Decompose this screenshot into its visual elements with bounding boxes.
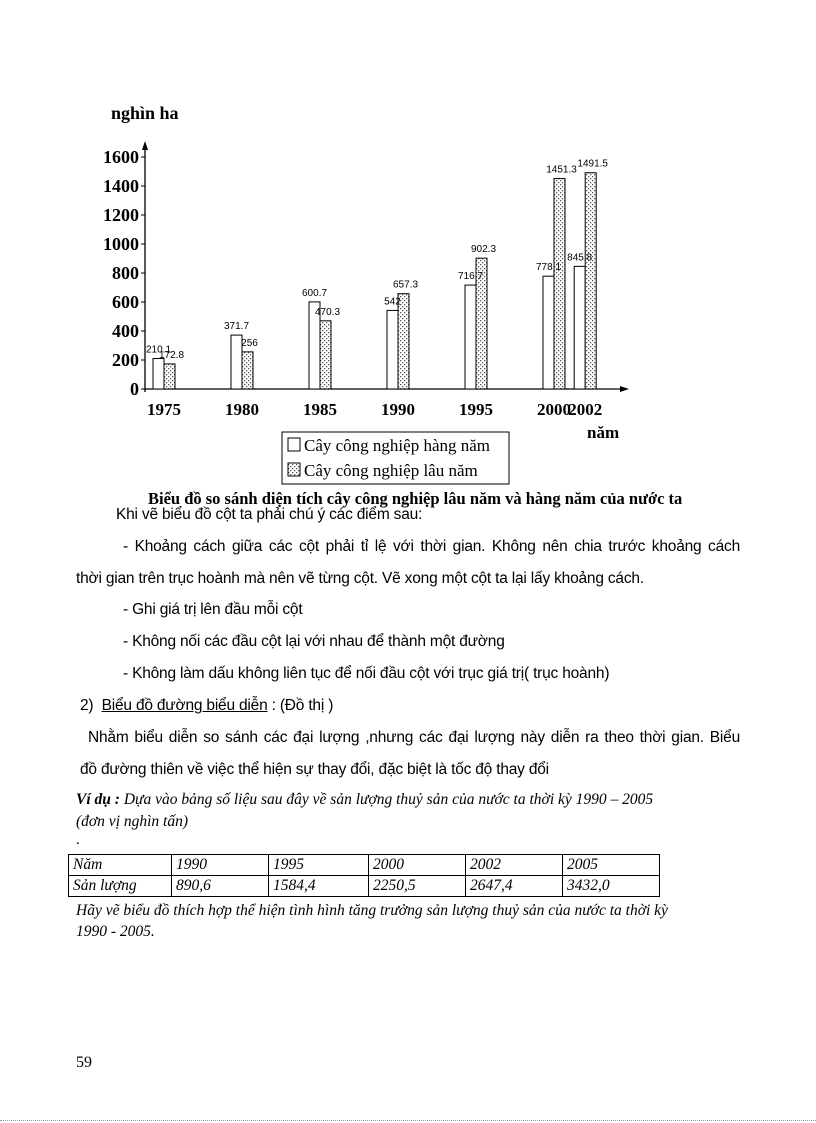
legend-label-annual: Cây công nghiệp hàng năm <box>304 436 491 455</box>
bullet-1-line-1: - Khoảng cách giữa các cột phải tỉ lệ với thời gian. Không nên chia trước khoảng cách <box>123 538 740 555</box>
data-table <box>68 854 660 897</box>
table-cell: 2002 <box>466 855 563 876</box>
dot-mark: . <box>76 832 80 848</box>
data-label-annual: 210.1 <box>145 344 172 356</box>
section-title: Biểu đồ đường biểu diễn <box>101 697 268 714</box>
example-label: Ví dụ : <box>76 791 120 808</box>
data-label-annual: 716.7 <box>457 271 484 283</box>
example-line-1 <box>76 791 653 809</box>
data-label-annual: 600.7 <box>301 287 328 299</box>
y-tick-label: 1600 <box>103 147 139 167</box>
x-axis-arrow <box>620 386 629 392</box>
bar-perennial <box>242 352 253 389</box>
data-label-perennial: 470.3 <box>314 306 341 318</box>
table-cell: Sản lượng <box>69 876 172 897</box>
bar-perennial <box>320 321 331 389</box>
data-label-perennial: 256 <box>241 337 258 349</box>
task-line-2: 1990 - 2005. <box>76 923 155 940</box>
y-tick-label: 400 <box>112 321 139 341</box>
x-tick-label: 1995 <box>459 400 493 419</box>
section-number: 2) <box>80 697 94 714</box>
y-tick-label: 200 <box>112 350 139 370</box>
data-label-perennial: 172.8 <box>158 349 185 361</box>
section-heading <box>80 697 333 715</box>
data-label-perennial: 1491.5 <box>577 158 608 170</box>
x-tick-label: 2000 <box>537 400 571 419</box>
table-cell: 890,6 <box>172 876 269 897</box>
intro-text: Khi vẽ biểu đồ cột ta phải chú ý các điểm sau: <box>116 506 423 523</box>
table-cell: 1990 <box>172 855 269 876</box>
bar-perennial <box>398 294 409 389</box>
bar-perennial <box>585 173 596 389</box>
y-axis-arrow <box>142 141 148 150</box>
x-tick-label: 2002 <box>568 400 603 419</box>
paragraph-line-2: đồ đường thiên về việc thể hiện sự thay đổi, đặc biệt là tốc độ thay đổi <box>80 761 549 778</box>
table-row <box>69 855 660 876</box>
section-suffix: : (Đồ thị ) <box>271 697 334 714</box>
y-tick-label: 1200 <box>103 205 139 225</box>
example-line-2: (đơn vị nghìn tấn) <box>76 813 189 830</box>
table-cell: 2647,4 <box>466 876 563 897</box>
x-tick-label: 1980 <box>225 400 259 419</box>
data-label-annual: 778.1 <box>535 262 562 274</box>
data-label-perennial: 1451.3 <box>546 164 577 176</box>
chart-title: Biểu đồ so sánh diện tích cây công nghiệp lâu năm và hàng năm của nước ta <box>148 489 683 508</box>
x-tick-label: 1975 <box>147 400 181 419</box>
bar-annual <box>574 266 585 389</box>
bullet-1-line-2: thời gian trên trục hoành mà nên vẽ từng cột. Vẽ xong một cột ta lại lấy khoảng cách. <box>76 570 644 587</box>
data-label-perennial: 657.3 <box>392 279 419 291</box>
data-label-annual: 845.8 <box>567 252 593 264</box>
table-cell: 2005 <box>563 855 660 876</box>
bar-annual <box>543 276 554 389</box>
paragraph-line-1: Nhằm biểu diễn so sánh các đại lượng ,nhưng các đại lượng này diễn ra theo thời gian. Biểu <box>88 729 740 746</box>
x-tick-label: 1990 <box>381 400 415 419</box>
table-cell: 2000 <box>369 855 466 876</box>
bullet-3: - Không nối các đầu cột lại với nhau để thành một đường <box>123 633 505 650</box>
table-cell: 2250,5 <box>369 876 466 897</box>
bar-perennial <box>554 179 565 389</box>
page-number: 59 <box>76 1054 92 1071</box>
x-tick-label: 1985 <box>303 400 337 419</box>
y-axis-unit-label: nghìn ha <box>111 103 179 123</box>
legend-label-perennial: Cây công nghiệp lâu năm <box>304 461 478 480</box>
legend-swatch-perennial <box>288 463 300 476</box>
table-cell: 1584,4 <box>269 876 369 897</box>
y-tick-label: 600 <box>112 292 139 312</box>
table-cell: 1995 <box>269 855 369 876</box>
bar-annual <box>387 310 398 389</box>
data-label-perennial: 902.3 <box>470 244 497 256</box>
bar-chart <box>0 0 816 520</box>
legend-swatch-annual <box>288 438 300 451</box>
y-tick-label: 0 <box>130 379 139 399</box>
data-label-annual: 371.7 <box>223 321 250 333</box>
table-cell: 3432,0 <box>563 876 660 897</box>
x-axis-label: năm <box>587 423 620 442</box>
y-tick-label: 800 <box>112 263 139 283</box>
y-tick-label: 1000 <box>103 234 139 254</box>
footer-rule <box>0 1120 816 1121</box>
bar-annual <box>153 359 164 389</box>
data-label-annual: 542 <box>384 296 401 308</box>
bullet-2: - Ghi giá trị lên đầu mỗi cột <box>123 601 303 618</box>
y-tick-label: 1400 <box>103 176 139 196</box>
example-text: Dựa vào bảng số liệu sau đây về sản lượng thuỷ sản của nước ta thời kỳ 1990 – 2005 <box>123 791 654 808</box>
bullet-4: - Không làm dấu không liên tục để nối đầu cột với trục giá trị( trục hoành) <box>123 665 610 682</box>
bar-annual <box>465 285 476 389</box>
bar-perennial <box>164 364 175 389</box>
table-row <box>69 876 660 897</box>
task-line-1: Hãy vẽ biểu đồ thích hợp thể hiện tình hình tăng trưởng sản lượng thuỷ sản của nước ta thời kỳ <box>76 902 668 919</box>
table-cell: Năm <box>69 855 172 876</box>
